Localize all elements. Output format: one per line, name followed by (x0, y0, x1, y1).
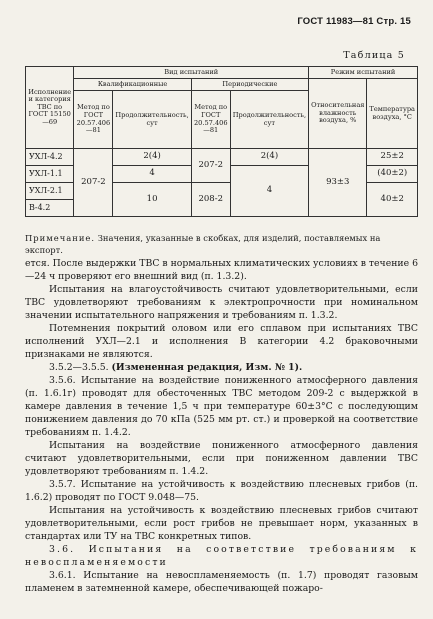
section-heading: 3.6. Испытания на соответствие требованиям к невоспламеняемости (25, 544, 418, 568)
paragraph: 3.5.7. Испытание на устойчивость к воздействию плесневых грибов (п. 1.6.2) проводят по ГОСТ 9.048—75. (25, 479, 418, 503)
temperature-cell: (40±2) (367, 166, 418, 183)
row-label: УХЛ-2.1 (26, 183, 74, 200)
method-2-cell: 207-2 (191, 149, 230, 183)
row-label: УХЛ-1.1 (26, 166, 74, 183)
header-periodic: Периодические (191, 79, 308, 91)
header-test-modes: Режим испытаний (309, 67, 418, 79)
paragraph: Испытания на устойчивость к воздействию плесневых грибов считают удовлетворительными, если рост грибов не превышает норм, указанных в стандартах или ТУ на ТВС конкретных типов. (25, 505, 418, 542)
duration-1-cell: 4 (113, 166, 191, 183)
header-duration-2: Продолжительность, сут (230, 91, 308, 149)
paragraph: Испытания на влагоустойчивость считают удовлетворительными, если ТВС удовлетворяют требованиям к электропрочности при номинальном значении испытательного напряжения и требованиям п. 1.3.2. (25, 284, 418, 321)
paragraph-text: 3.5.2—3.5.5. (49, 362, 112, 373)
temperature-cell: 25±2 (367, 149, 418, 166)
header-temperature: Температура воздуха, °С (367, 79, 418, 149)
table-note (25, 232, 418, 256)
paragraph: 3.5.6. Испытание на воздействие пониженного атмосферного давления (п. 1.6.1г) проводят для обесточенных ТВС методом 209-2 с выдержкой в камере давления в течение 1,5 ч при температуре 60±3°С с последующим понижением давления до 70 кПа (525 мм рт. ст.) и проверкой на соответствие требованиям п. 1.4.2. (25, 375, 418, 438)
method-1-cell: 207-2 (74, 149, 113, 217)
paragraph: Испытания на воздействие пониженного атмосферного давления считают удовлетворительными, если при пониженном давлении ТВС удовлетворяют требованиям п. 1.4.2. (25, 440, 418, 477)
amendment-note: (Измененная редакция, Изм. № 1). (111, 362, 303, 373)
duration-1-cell: 2(4) (113, 149, 191, 166)
duration-2-cell: 4 (230, 166, 308, 217)
method-2-cell: 208-2 (191, 183, 230, 217)
paragraph: ется. После выдержки ТВС в нормальных климатических условиях в течение 6—24 ч проверяют его внешний вид (п. 1.3.2). (25, 258, 418, 282)
header-humidity: Относительная влажность воздуха, % (309, 79, 367, 149)
table-caption: Таблица 5 (343, 50, 405, 61)
paragraph: Потемнения покрытий оловом или его сплавом при испытаниях ТВС исполнений УХЛ—2.1 и исполнения В категории 4.2 браковочными признаками не являются. (25, 323, 418, 360)
duration-1-cell: 10 (113, 183, 191, 217)
humidity-cell: 93±3 (309, 149, 367, 217)
note-label: Примечание. (25, 233, 96, 243)
test-modes-table (25, 66, 418, 217)
duration-2-cell: 2(4) (230, 149, 308, 166)
temperature-cell: 40±2 (367, 183, 418, 217)
header-test-types: Вид испытаний (74, 67, 309, 79)
page-header: ГОСТ 11983—81 Стр. 15 (297, 16, 411, 27)
body-text (25, 257, 418, 595)
row-label: УХЛ-4.2 (26, 149, 74, 166)
header-duration-1: Продолжительность, сут (113, 91, 191, 149)
row-label: В-4.2 (26, 200, 74, 217)
note-text: Значения, указанные в скобках, для изделий, поставляемых на экспорт. (25, 233, 381, 255)
paragraph (25, 361, 418, 374)
header-execution: Исполнение и категория ТВС по ГОСТ 15150—69 (26, 67, 74, 149)
header-method-1: Метод по ГОСТ 20.57.406—81 (74, 91, 113, 149)
header-qualification: Квалификационные (74, 79, 191, 91)
header-method-2: Метод по ГОСТ 20.57.406—81 (191, 91, 230, 149)
paragraph: 3.6.1. Испытание на невоспламеняемость (п. 1.7) проводят газовым пламенем в затемненной камере, обеспечивающей пожаро- (25, 570, 418, 594)
